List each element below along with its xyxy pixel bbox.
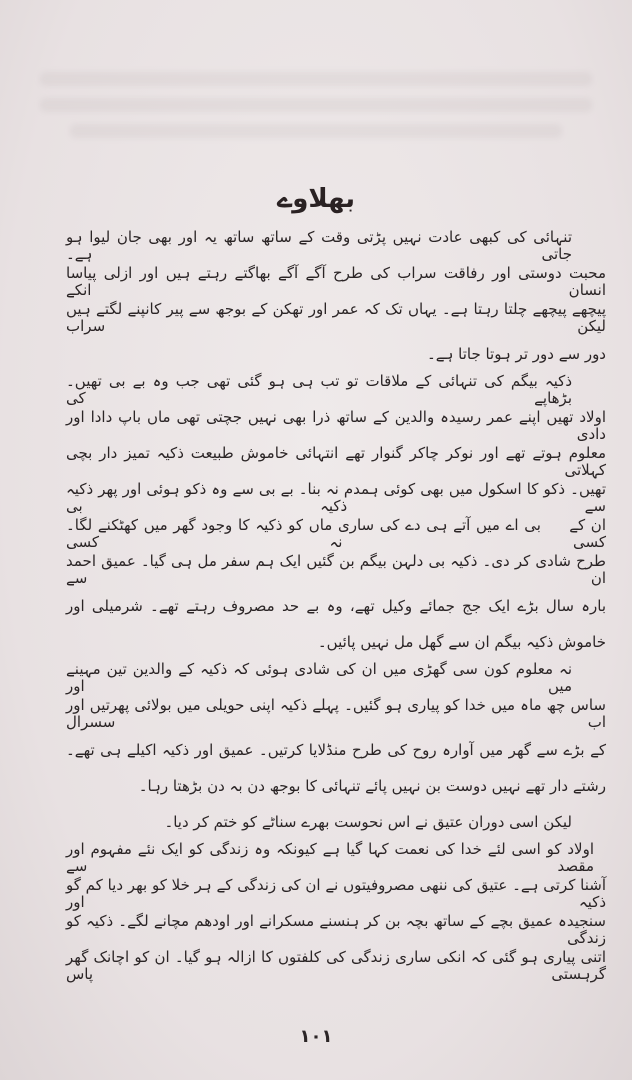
text-line-content: ساس چھ ماہ میں خدا کو پیاری ہو گئیں۔ پہلے ذکیہ اپنی حویلی میں بولائی پھرتیں اور اب سسرال — [66, 696, 606, 731]
bleed-through-text — [40, 72, 592, 86]
text-line-content: ذکیہ بیگم کی تنہائی کے ملاقات تو تب ہی ہو گئی تھی جب وہ بے بی تھیں۔ بڑھاپے کی — [66, 372, 572, 407]
text-line — [66, 696, 606, 732]
text-line-content: لیکن اسی دوران عتیق نے اس نحوست بھرے سناٹے کو ختم کر دیا۔ — [164, 812, 572, 831]
text-line-content: تنہائی کی کبھی عادت نہیں پڑتی وقت کے ساتھ ساتھ یہ اور بھی جان لیوا ہو جاتی ہے۔ — [66, 228, 572, 263]
text-line-content: نہ معلوم کون سی گھڑی میں ان کی شادی ہوئی کہ ذکیہ کے والدین تین مہینے میں اور — [66, 660, 572, 695]
text-line-content: پیچھے پیچھے چلتا رہتا ہے۔ یہاں تک کہ عمر اور تھکن کے بوجھ سے پیر کانپنے لگتے ہیں لیکن سراب — [66, 300, 606, 335]
text-line — [66, 444, 606, 480]
text-line — [66, 408, 606, 444]
text-line-content: بارہ سال بڑے ایک جج جمائے وکیل تھے، وہ بے حد مصروف رہتے تھے۔ شرمیلی اور — [66, 596, 606, 615]
text-line-content: اتنی پیاری ہو گئی کہ انکی ساری زندگی کی کلفتوں کا ازالہ ہو گیا۔ ان کو اچانک گھر گرہستی پاس — [66, 948, 606, 983]
text-line — [66, 660, 606, 696]
text-line-content: کے بڑے سے گھر میں آوارہ روح کی طرح منڈلایا کرتیں۔ عمیق اور ذکیہ اکیلے ہی تھے۔ — [66, 740, 606, 759]
text-line — [66, 804, 606, 840]
text-line — [66, 228, 606, 264]
text-line-content: اولاد کو اسی لئے خدا کی نعمت کہا گیا ہے کیونکہ وہ زندگی کو ایک نئے مفہوم اور مقصد سے — [66, 840, 594, 875]
text-line — [66, 300, 606, 336]
text-line-content: رشتے دار تھے نہیں دوست بن نہیں پائے تنہائی کا بوجھ دن بہ دن بڑھتا رہا۔ — [138, 776, 606, 795]
text-line-content: معلوم ہوتے تھے اور نوکر چاکر گنوار تھے انتہائی خاموش طبیعت ذکیہ تمیز دار بچی کہلاتی — [66, 444, 606, 479]
page-number: ۱۰۱ — [299, 1026, 333, 1047]
chapter-title: بھلاوے — [276, 184, 356, 214]
text-line-content: دور سے دور تر ہوتا جاتا ہے۔ — [427, 344, 606, 363]
text-line — [66, 588, 606, 624]
text-line-content: طرح شادی کر دی۔ ذکیہ بی دلہن بیگم بن گئیں ایک ہم سفر مل ہی گیا۔ عمیق احمد ان سے — [66, 552, 606, 587]
text-line — [66, 372, 606, 408]
text-line — [66, 732, 606, 768]
text-line — [66, 336, 606, 372]
text-line — [66, 480, 606, 516]
bleed-through-text — [40, 98, 592, 112]
text-line — [61, 516, 606, 552]
text-line — [66, 264, 606, 300]
text-line-content: تھیں۔ ذکو کا اسکول میں بھی کوئی ہمدم نہ بنا۔ بے بی سے وہ ذکو ہوئی اور پھر ذکیہ سے ذکیہ بی — [66, 480, 606, 515]
text-line-content: خاموش ذکیہ بیگم ان سے گھل مل نہیں پائیں۔ — [317, 632, 606, 651]
text-line-content: سنجیدہ عمیق بچے کے ساتھ بچہ بن کر ہنسنے مسکرانے اور اودھم مچانے لگے۔ ذکیہ کو زندگی — [66, 912, 606, 947]
text-line — [66, 948, 606, 984]
text-line — [66, 624, 606, 660]
text-line-content: محبت دوستی اور رفاقت سراب کی طرح آگے آگے بھاگتے رہتے ہیں اور ازلی پیاسا انسان انکے — [66, 264, 606, 299]
text-line — [66, 768, 606, 804]
text-line-content: ان کے بی اے میں آتے ہی دے کی ساری ماں کو ذکیہ کا وجود گھر میں کھٹکنے لگا۔ کسی نہ کسی — [61, 516, 606, 551]
text-line — [66, 876, 606, 912]
text-line-content: اولاد تھیں اپنے عمر رسیدہ والدین کے ساتھ ذرا بھی نہیں جچتی تھی ماں باپ دادا اور دادی — [66, 408, 606, 443]
bleed-through-text — [70, 124, 562, 138]
page-body — [61, 228, 606, 984]
text-line — [66, 552, 606, 588]
text-line-content: آشنا کرتی ہے۔ عتیق کی ننھی مصروفیتوں نے ان کی زندگی کے ہر خلا کو بھر دیا کم گو ذکیہ اور — [66, 876, 606, 911]
text-line — [66, 912, 606, 948]
text-line — [66, 840, 606, 876]
